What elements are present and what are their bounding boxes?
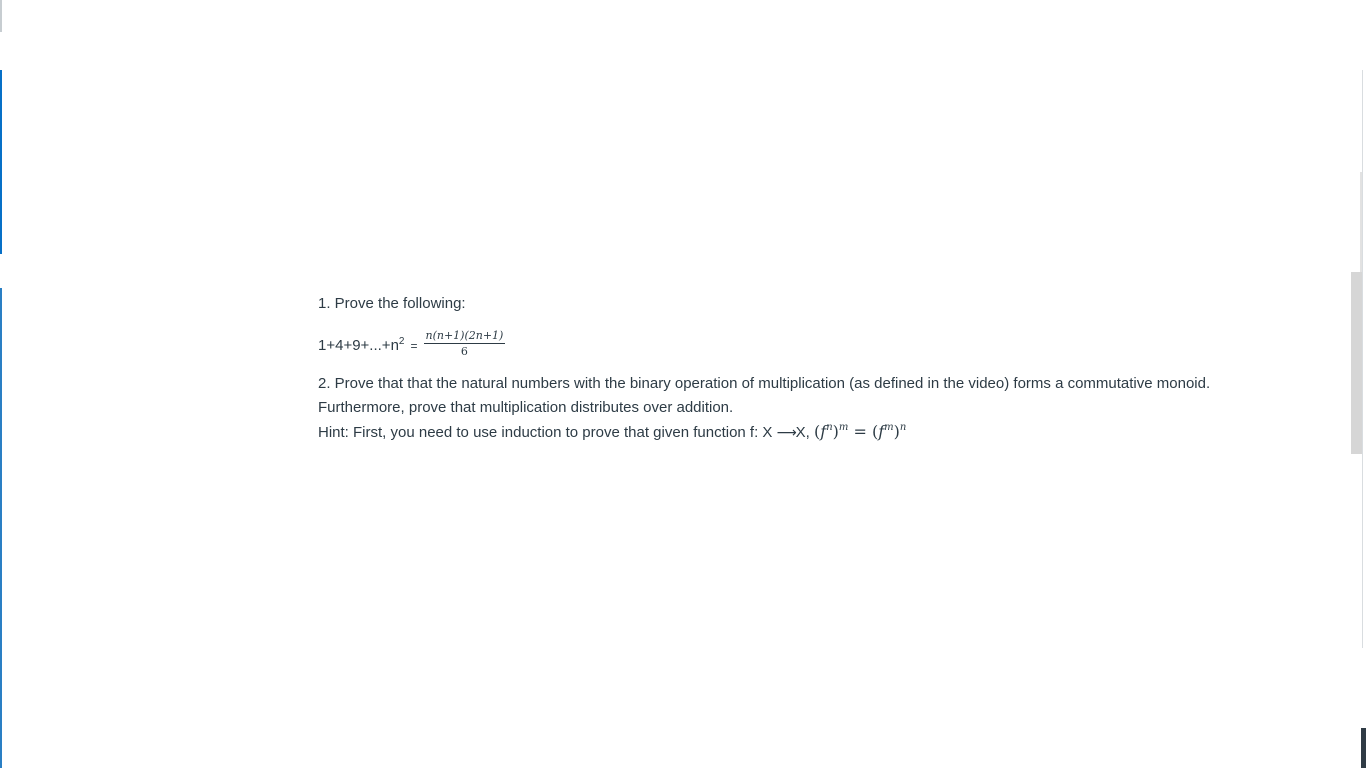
math-exp-n-1: n	[826, 422, 833, 433]
math-f-1: f	[820, 422, 827, 441]
math-paren-close-1: )	[832, 422, 839, 441]
formula-lhs	[318, 334, 404, 358]
left-edge-accent-top	[0, 70, 2, 254]
question-2-line-2: Furthermore, prove that multiplication distributes over addition.	[318, 399, 734, 416]
hint-after-arrow: X,	[795, 424, 815, 441]
formula-equals: =	[410, 339, 418, 353]
formula-fraction	[424, 329, 506, 358]
math-paren-open-1: (	[814, 422, 821, 441]
formula-lhs-exponent: 2	[398, 336, 405, 347]
left-edge-gap	[0, 254, 2, 288]
scrollbar-thumb[interactable]	[1351, 272, 1362, 454]
math-exp-m-2: m	[884, 422, 894, 433]
question-1-title: 1. Prove the following:	[318, 295, 466, 312]
formula-lhs-text: 1+4+9+...+n	[318, 337, 399, 354]
corner-block	[1361, 728, 1366, 768]
assignment-content	[318, 292, 1318, 445]
right-divider	[1362, 70, 1363, 648]
hint-math-expression	[814, 422, 906, 441]
fraction-denominator: 6	[460, 344, 468, 358]
math-paren-close-2: )	[893, 422, 900, 441]
math-exp-n-2: n	[899, 422, 907, 433]
long-right-arrow-icon: ⟶	[776, 425, 796, 441]
left-edge-accent-bottom	[0, 288, 2, 768]
left-edge-gray	[0, 0, 2, 32]
math-f-2: f	[878, 422, 885, 441]
math-equals: =	[848, 422, 872, 441]
math-paren-open-2: (	[871, 422, 879, 441]
question-2-line-1: 2. Prove that that the natural numbers with the binary operation of multiplication (as defined in the video) forms a commutative monoid.	[318, 375, 1211, 392]
hint-prefix: Hint: First, you need to use induction to prove that given function f: X	[318, 424, 777, 441]
math-exp-m-1: m	[838, 422, 849, 433]
fraction-numerator: n(n+1)(2n+1)	[425, 328, 504, 342]
question-1-formula	[318, 326, 1318, 366]
question-2-hint	[318, 420, 1318, 445]
